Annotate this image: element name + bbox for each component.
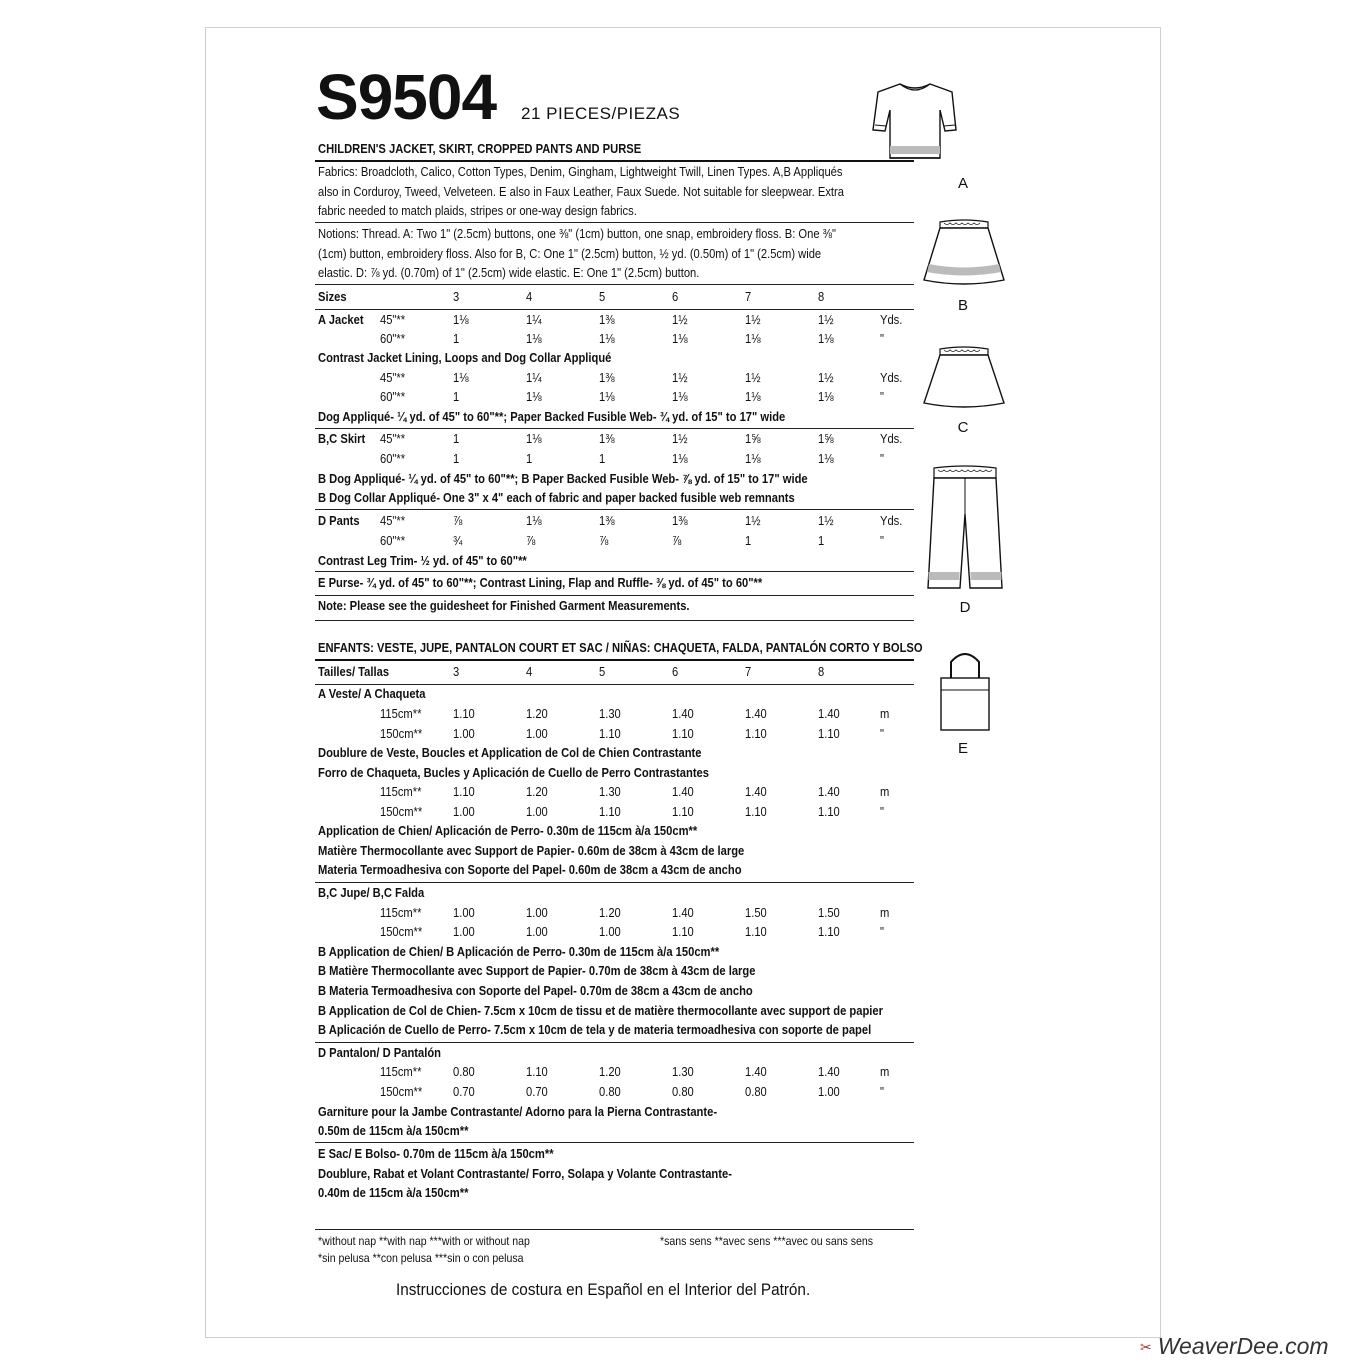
yardage-value: 0.70 <box>453 1084 475 1099</box>
yardage-row-label: E Sac/ E Bolso- 0.70m de 115cm à/a 150cm** <box>318 1146 554 1161</box>
yardage-value: 1.00 <box>526 804 548 819</box>
yardage-unit: Yds. <box>880 431 903 446</box>
yardage-value: 1¼ <box>526 312 542 327</box>
yardage-value: 1⅛ <box>453 312 469 327</box>
nap-legend-french: *sans sens **avec sens ***avec ou sans sens <box>660 1234 874 1248</box>
yardage-value: 1.30 <box>672 1064 694 1079</box>
yardage-value: 1.10 <box>672 924 694 939</box>
yardage-unit: " <box>880 451 884 466</box>
yardage-row-label: D Pants <box>318 513 360 528</box>
divider-line <box>315 571 914 572</box>
yardage-value: 1⅛ <box>745 451 761 466</box>
pattern-number: S9504 <box>316 61 497 133</box>
size-header: 6 <box>672 289 679 304</box>
yardage-value: 1⅜ <box>599 312 615 327</box>
yardage-value: 1.00 <box>526 905 548 920</box>
yardage-row-label: Matière Thermocollante avec Support de Papier- 0.60m de 38cm à 43cm de large <box>318 843 745 858</box>
fabrics-line: Fabrics: Broadcloth, Calico, Cotton Types, Denim, Gingham, Lightweight Twill, Linen Types. A,B Appliqués <box>318 164 843 179</box>
yardage-value: 1 <box>526 451 533 466</box>
fabric-width: 60"** <box>380 389 406 404</box>
divider-line <box>315 620 914 621</box>
yardage-value: 1.10 <box>672 726 694 741</box>
yardage-value: 1.10 <box>453 784 475 799</box>
yardage-value: 1½ <box>818 370 834 385</box>
pieces-count: 21 PIECES/PIEZAS <box>521 104 681 123</box>
yardage-unit: m <box>880 905 890 920</box>
yardage-value: 1.10 <box>672 804 694 819</box>
yardage-row-label: B,C Skirt <box>318 431 366 446</box>
fabric-width: 115cm** <box>380 784 422 799</box>
yardage-value: 1½ <box>818 513 834 528</box>
yardage-value: 1⅛ <box>453 370 469 385</box>
yardage-value: ⅞ <box>672 533 682 548</box>
yardage-unit: " <box>880 924 884 939</box>
yardage-row-label: Dog Appliqué- ¼ yd. of 45" to 60"**; Paper Backed Fusible Web- ¾ yd. of 15" to 17" wide <box>318 409 786 424</box>
yardage-value: 1½ <box>745 513 761 528</box>
yardage-value: 1.10 <box>599 726 621 741</box>
yardage-row-label: Note: Please see the guidesheet for Finished Garment Measurements. <box>318 598 690 613</box>
yardage-unit: " <box>880 726 884 741</box>
fabric-width: 45"** <box>380 431 406 446</box>
fabric-width: 150cm** <box>380 804 423 819</box>
yardage-value: 1 <box>599 451 606 466</box>
yardage-value: 1⅛ <box>599 331 615 346</box>
notions-line: Notions: Thread. A: Two 1" (2.5cm) buttons, one ⅜" (1cm) button, one snap, embroidery floss. B: One ⅜" <box>318 226 836 241</box>
yardage-value: 1½ <box>672 312 688 327</box>
yardage-value: 1¼ <box>526 370 542 385</box>
notions-line: (1cm) button, embroidery floss. Also for B, C: One 1" (2.5cm) button, ½ yd. (0.50m) of 1" (2.5cm) wide <box>318 245 822 261</box>
yardage-unit: " <box>880 331 884 346</box>
size-header: 4 <box>526 289 533 304</box>
yardage-row-label: Doublure de Veste, Boucles et Application de Col de Chien Contrastante <box>318 745 702 760</box>
yardage-unit: " <box>880 533 884 548</box>
yardage-value: 1.40 <box>818 784 840 799</box>
view-e-purse-illustration <box>935 652 995 732</box>
yardage-value: 1.50 <box>745 905 767 920</box>
yardage-value: 1⅛ <box>818 451 834 466</box>
yardage-row-label: B Application de Col de Chien- 7.5cm x 10cm de tissu et de matière thermocollante avec support de papier <box>318 1003 883 1018</box>
size-header: 3 <box>453 289 460 304</box>
yardage-value: 1½ <box>818 312 834 327</box>
yardage-value: 1.40 <box>818 706 840 721</box>
yardage-row-label: B Materia Termoadhesiva con Soporte del Papel- 0.70m de 38cm a 43cm de ancho <box>318 983 753 998</box>
yardage-row-label: D Pantalon/ D Pantalón <box>318 1045 441 1060</box>
watermark: ✂ WeaverDee.com <box>1140 1333 1329 1359</box>
view-d-pants-illustration <box>922 464 1008 594</box>
yardage-unit: m <box>880 706 890 721</box>
yardage-value: 1.10 <box>745 804 767 819</box>
divider-line <box>315 1229 914 1230</box>
yardage-row-label: Forro de Chaqueta, Bucles y Aplicación de Cuello de Perro Contrastantes <box>318 765 709 780</box>
yardage-value: 1.40 <box>672 905 694 920</box>
fabric-width: 150cm** <box>380 924 423 939</box>
divider-line <box>315 1042 914 1043</box>
yardage-value: 1.10 <box>745 924 767 939</box>
yardage-value: 1.40 <box>745 1064 767 1079</box>
divider-line <box>315 684 914 685</box>
fabric-width: 45"** <box>380 513 406 528</box>
yardage-value: 1.40 <box>672 784 694 799</box>
divider-line <box>315 160 914 162</box>
fabrics-line: also in Corduroy, Tweed, Velveteen. E also in Faux Leather, Faux Suede. Not suitable for sleepwear. Extra <box>318 183 844 199</box>
yardage-value: 1.00 <box>453 804 475 819</box>
view-c-skirt-illustration <box>922 345 1006 411</box>
yardage-value: 1 <box>745 533 752 548</box>
yardage-value: 1.00 <box>453 905 475 920</box>
yardage-value: 1.00 <box>526 726 548 741</box>
divider-line <box>315 428 914 429</box>
yardage-value: 0.70 <box>526 1084 548 1099</box>
yardage-row-label: Garniture pour la Jambe Contrastante/ Adorno para la Pierna Contrastante- <box>318 1104 718 1119</box>
weaverdee-logo-icon: ✂ <box>1140 1339 1152 1356</box>
yardage-row-label: Application de Chien/ Aplicación de Perro- 0.30m de 115cm à/a 150cm** <box>318 823 698 838</box>
size-header: 8 <box>818 289 825 304</box>
yardage-value: ⅞ <box>453 513 463 528</box>
fabric-width: 60"** <box>380 331 406 346</box>
yardage-value: 1.00 <box>453 924 475 939</box>
yardage-row-label: A Veste/ A Chaqueta <box>318 686 426 701</box>
fabric-width: 150cm** <box>380 1084 423 1099</box>
yardage-row-label: B Application de Chien/ B Aplicación de Perro- 0.30m de 115cm à/a 150cm** <box>318 944 720 959</box>
yardage-unit: Yds. <box>880 370 903 385</box>
yardage-value: 1.10 <box>818 804 840 819</box>
yardage-value: 1.10 <box>453 706 475 721</box>
fabric-width: 60"** <box>380 533 406 548</box>
yardage-unit: " <box>880 804 884 819</box>
yardage-row-label: 0.50m de 115cm à/a 150cm** <box>318 1123 469 1138</box>
fabric-width: 115cm** <box>380 1064 422 1079</box>
fabric-width: 60"** <box>380 451 406 466</box>
size-header: 5 <box>599 289 606 304</box>
yardage-value: 1 <box>453 451 460 466</box>
yardage-value: 1 <box>453 389 460 404</box>
size-header: 4 <box>526 664 533 679</box>
divider-line <box>315 284 914 285</box>
spanish-instructions-note: Instrucciones de costura en Español en el Interior del Patrón. <box>396 1280 811 1299</box>
yardage-unit: " <box>880 1084 884 1099</box>
nap-legend-english: *without nap **with nap ***with or without nap <box>318 1234 530 1248</box>
yardage-value: 1 <box>453 331 460 346</box>
fabric-width: 45"** <box>380 370 406 385</box>
yardage-value: 0.80 <box>672 1084 694 1099</box>
yardage-value: 1⅛ <box>526 331 542 346</box>
notions-line: elastic. D: ⅞ yd. (0.70m) of 1" (2.5cm) wide elastic. E: One 1" (2.5cm) button. <box>318 265 700 280</box>
sizes-label: Sizes <box>318 289 347 304</box>
section-title-spanish: ENFANTS: VESTE, JUPE, PANTALON COURT ET SAC / NIÑAS: CHAQUETA, FALDA, PANTALÓN CORTO Y BOLSO <box>318 640 923 655</box>
size-header: 5 <box>599 664 606 679</box>
yardage-value: 1⅜ <box>599 431 615 446</box>
yardage-value: 1.10 <box>599 804 621 819</box>
yardage-row-label: 0.40m de 115cm à/a 150cm** <box>318 1185 469 1200</box>
view-label-a: A <box>957 175 968 192</box>
yardage-value: 1.20 <box>526 706 548 721</box>
view-label-c: C <box>957 419 969 436</box>
yardage-value: 1⅛ <box>599 389 615 404</box>
yardage-row-label: Doublure, Rabat et Volant Contrastante/ Forro, Solapa y Volante Contrastante- <box>318 1166 732 1181</box>
fabric-width: 115cm** <box>380 706 422 721</box>
yardage-row-label: A Jacket <box>318 312 364 327</box>
sizes-label-spanish: Tailles/ Tallas <box>318 664 390 679</box>
yardage-unit: m <box>880 1064 890 1079</box>
fabric-width: 45"** <box>380 312 406 327</box>
fabric-width: 115cm** <box>380 905 422 920</box>
view-label-b: B <box>957 297 968 314</box>
yardage-value: 1.40 <box>818 1064 840 1079</box>
yardage-value: 1⅛ <box>672 451 688 466</box>
yardage-value: 1.20 <box>599 1064 621 1079</box>
yardage-value: 0.80 <box>453 1064 475 1079</box>
size-header: 6 <box>672 664 679 679</box>
yardage-value: 1.40 <box>745 706 767 721</box>
fabric-width: 150cm** <box>380 726 423 741</box>
yardage-value: 1.30 <box>599 784 621 799</box>
yardage-value: 1⅜ <box>599 370 615 385</box>
yardage-value: ⅞ <box>526 533 536 548</box>
divider-line <box>315 595 914 596</box>
divider-line <box>315 222 914 223</box>
yardage-value: 1.00 <box>453 726 475 741</box>
yardage-value: 1.00 <box>526 924 548 939</box>
yardage-value: 1.40 <box>745 784 767 799</box>
fabrics-line: fabric needed to match plaids, stripes or one-way design fabrics. <box>318 203 637 218</box>
divider-line <box>315 309 914 310</box>
yardage-value: 1.30 <box>599 706 621 721</box>
divider-line <box>315 1142 914 1143</box>
yardage-value: 1½ <box>672 370 688 385</box>
yardage-value: 1⅝ <box>818 431 834 446</box>
yardage-unit: " <box>880 389 884 404</box>
yardage-value: 1½ <box>745 370 761 385</box>
yardage-value: 1⅜ <box>599 513 615 528</box>
yardage-value: 0.80 <box>599 1084 621 1099</box>
yardage-value: 1⅛ <box>745 389 761 404</box>
divider-line <box>315 659 914 661</box>
yardage-row-label: Materia Termoadhesiva con Soporte del Papel- 0.60m de 38cm a 43cm de ancho <box>318 862 742 877</box>
size-header: 3 <box>453 664 460 679</box>
yardage-unit: Yds. <box>880 513 903 528</box>
yardage-unit: Yds. <box>880 312 903 327</box>
view-label-e: E <box>957 740 968 757</box>
yardage-value: 1.10 <box>818 726 840 741</box>
view-label-d: D <box>959 599 971 616</box>
view-b-skirt-illustration <box>922 218 1006 290</box>
size-header: 7 <box>745 289 752 304</box>
yardage-value: 1½ <box>745 312 761 327</box>
yardage-value: 1⅛ <box>526 513 542 528</box>
yardage-value: ⅞ <box>599 533 609 548</box>
yardage-value: 1⅛ <box>672 389 688 404</box>
yardage-row-label: B Dog Collar Appliqué- One 3" x 4" each of fabric and paper backed fusible web remnants <box>318 490 795 505</box>
yardage-row-label: E Purse- ¾ yd. of 45" to 60"**; Contrast Lining, Flap and Ruffle- ⅜ yd. of 45" to 60"** <box>318 575 763 590</box>
yardage-value: 1⅛ <box>672 331 688 346</box>
yardage-value: 0.80 <box>745 1084 767 1099</box>
yardage-value: 1.50 <box>818 905 840 920</box>
yardage-value: 1.20 <box>599 905 621 920</box>
divider-line <box>315 509 914 510</box>
yardage-value: 1⅛ <box>745 331 761 346</box>
yardage-value: 1⅛ <box>818 389 834 404</box>
yardage-row-label: B Aplicación de Cuello de Perro- 7.5cm x 10cm de tela y de materia termoadhesiva con soporte de papel <box>318 1022 872 1037</box>
yardage-value: 1 <box>453 431 460 446</box>
yardage-value: 1½ <box>672 431 688 446</box>
yardage-row-label: B Matière Thermocollante avec Support de Papier- 0.70m de 38cm à 43cm de large <box>318 963 756 978</box>
yardage-unit: m <box>880 784 890 799</box>
yardage-row-label: Contrast Jacket Lining, Loops and Dog Collar Appliqué <box>318 350 612 365</box>
yardage-value: 1.40 <box>672 706 694 721</box>
size-header: 8 <box>818 664 825 679</box>
yardage-row-label: Contrast Leg Trim- ½ yd. of 45" to 60"** <box>318 553 527 568</box>
yardage-value: 1⅝ <box>745 431 761 446</box>
yardage-row-label: B Dog Appliqué- ¼ yd. of 45" to 60"**; B Paper Backed Fusible Web- ⅞ yd. of 15" to 17" wide <box>318 471 808 486</box>
yardage-value: 1 <box>818 533 825 548</box>
yardage-value: 1.10 <box>818 924 840 939</box>
section-title-english: CHILDREN'S JACKET, SKIRT, CROPPED PANTS AND PURSE <box>318 141 642 156</box>
yardage-value: 1⅛ <box>818 331 834 346</box>
yardage-value: 1⅜ <box>672 513 688 528</box>
size-header: 7 <box>745 664 752 679</box>
yardage-value: 1.10 <box>745 726 767 741</box>
yardage-value: 1.10 <box>526 1064 548 1079</box>
yardage-value: 1⅛ <box>526 389 542 404</box>
yardage-row-label: B,C Jupe/ B,C Falda <box>318 885 425 900</box>
yardage-value: 1⅛ <box>526 431 542 446</box>
yardage-value: 1.20 <box>526 784 548 799</box>
yardage-value: 1.00 <box>818 1084 840 1099</box>
yardage-value: 1.00 <box>599 924 621 939</box>
yardage-value: ¾ <box>453 533 463 548</box>
divider-line <box>315 882 914 883</box>
nap-legend-spanish: *sin pelusa **con pelusa ***sin o con pelusa <box>318 1251 524 1265</box>
view-a-jacket-illustration <box>870 78 958 166</box>
